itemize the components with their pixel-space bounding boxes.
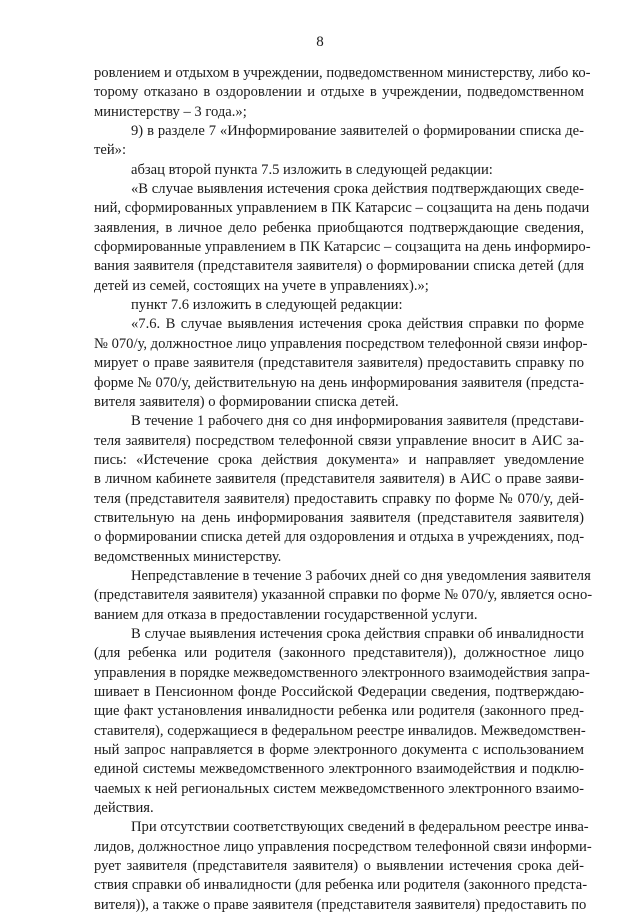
text-line: ный запрос направляется в форме электронного документа с использованием bbox=[94, 742, 584, 759]
text-line: ний, сформированных управлением в ПК Катарсис – соцзащита на день подачи bbox=[94, 200, 590, 217]
text-line: щие факт установления инвалидности ребенка или родителя (законного пред- bbox=[94, 703, 584, 720]
text-line: «7.6. В случае выявления истечения срока действия справки по форме bbox=[131, 316, 584, 333]
text-line: вания заявителя (представителя заявителя) о формировании списка детей (для bbox=[94, 258, 584, 275]
text-line: ровлением и отдыхом в учреждении, подведомственном министерству, либо ко- bbox=[94, 65, 591, 81]
text-line: В случае выявления истечения срока действия справки об инвалидности bbox=[131, 625, 584, 642]
text-line: чаемых к ней региональных систем межведомственного электронного взаимо- bbox=[94, 780, 584, 797]
text-line: ванием для отказа в предоставлении государственной услуги. bbox=[94, 606, 478, 623]
text-line: тей»: bbox=[94, 142, 127, 159]
text-line: лидов, должностное лицо управления посредством телефонной связи информи- bbox=[94, 838, 592, 855]
text-line: (представителя заявителя) указанной справки по форме № 070/у, является осно- bbox=[94, 587, 593, 604]
text-line: ставителя), содержащиеся в федеральном реестре инвалидов. Межведомствен- bbox=[94, 722, 586, 739]
text-line: «В случае выявления истечения срока действия подтверждающих сведе- bbox=[131, 181, 584, 198]
text-line: министерству – 3 года.»; bbox=[94, 103, 247, 120]
text-line: абзац второй пункта 7.5 изложить в следующей редакции: bbox=[131, 161, 493, 178]
text-line: (для ребенка или родителя (законного представителя)), должностное лицо bbox=[94, 645, 584, 662]
text-line: ведомственных министерству. bbox=[94, 548, 282, 565]
text-line: управления в порядке межведомственного электронного взаимодействия запра- bbox=[94, 664, 590, 681]
text-line: детей из семей, состоящих на учете в управлениях).»; bbox=[94, 277, 429, 294]
text-line: о формировании списка детей для оздоровления и отдыха в учреждениях, под- bbox=[94, 529, 585, 546]
text-line: вителя)), а также о праве заявителя (представителя заявителя) предоставить по bbox=[94, 896, 587, 913]
text-line: в личном кабинете заявителя (представителя заявителя) в АИС о праве заяви- bbox=[94, 471, 584, 488]
text-line: теля (представителя заявителя) предоставить справку по форме № 070/у, дей- bbox=[94, 490, 584, 507]
text-line: сформированные управлением в ПК Катарсис – соцзащита на день информиро- bbox=[94, 239, 591, 256]
text-line: действия. bbox=[94, 800, 154, 817]
text-line: заявления, в личное дело ребенка приобщаются подтверждающие сведения, bbox=[94, 219, 584, 236]
text-line: ствия справки об инвалидности (для ребенка или родителя (законного предста- bbox=[94, 877, 588, 894]
page-number: 8 bbox=[316, 34, 324, 50]
text-line: шивает в Пенсионном фонде Российской Федерации сведения, подтверждаю- bbox=[94, 684, 584, 700]
text-line: рует заявителя (представителя заявителя) о выявлении истечения срока дей- bbox=[94, 858, 584, 875]
text-line: 9) в разделе 7 «Информирование заявителей о формировании списка де- bbox=[131, 123, 584, 140]
text-line: форме № 070/у, действительную на день информирования заявителя (предста- bbox=[94, 374, 584, 391]
text-line: пись: «Истечение срока действия документа» и направляет уведомление bbox=[94, 451, 584, 468]
text-line: пункт 7.6 изложить в следующей редакции: bbox=[131, 297, 403, 314]
text-line: Непредставление в течение 3 рабочих дней со дня уведомления заявителя bbox=[131, 567, 591, 584]
text-line: торому отказано в оздоровлении и отдыхе в учреждении, подведомственном bbox=[94, 84, 584, 101]
text-line: вителя заявителя) о формировании списка детей. bbox=[94, 393, 399, 410]
text-line: теля заявителя) посредством телефонной связи управление вносит в АИС за- bbox=[94, 432, 584, 449]
text-line: При отсутствии соответствующих сведений в федеральном реестре инва- bbox=[131, 819, 589, 836]
text-line: единой системы межведомственного электронного взаимодействия и подклю- bbox=[94, 761, 584, 778]
text-line: мирует о праве заявителя (представителя заявителя) предоставить справку по bbox=[94, 355, 584, 372]
text-line: № 070/у, должностное лицо управления посредством телефонной связи инфор- bbox=[94, 335, 588, 352]
document-body bbox=[94, 64, 593, 915]
text-line: ствительную на день информирования заявителя (представителя заявителя) bbox=[94, 509, 584, 526]
text-line: В течение 1 рабочего дня со дня информирования заявителя (представи- bbox=[131, 413, 584, 430]
